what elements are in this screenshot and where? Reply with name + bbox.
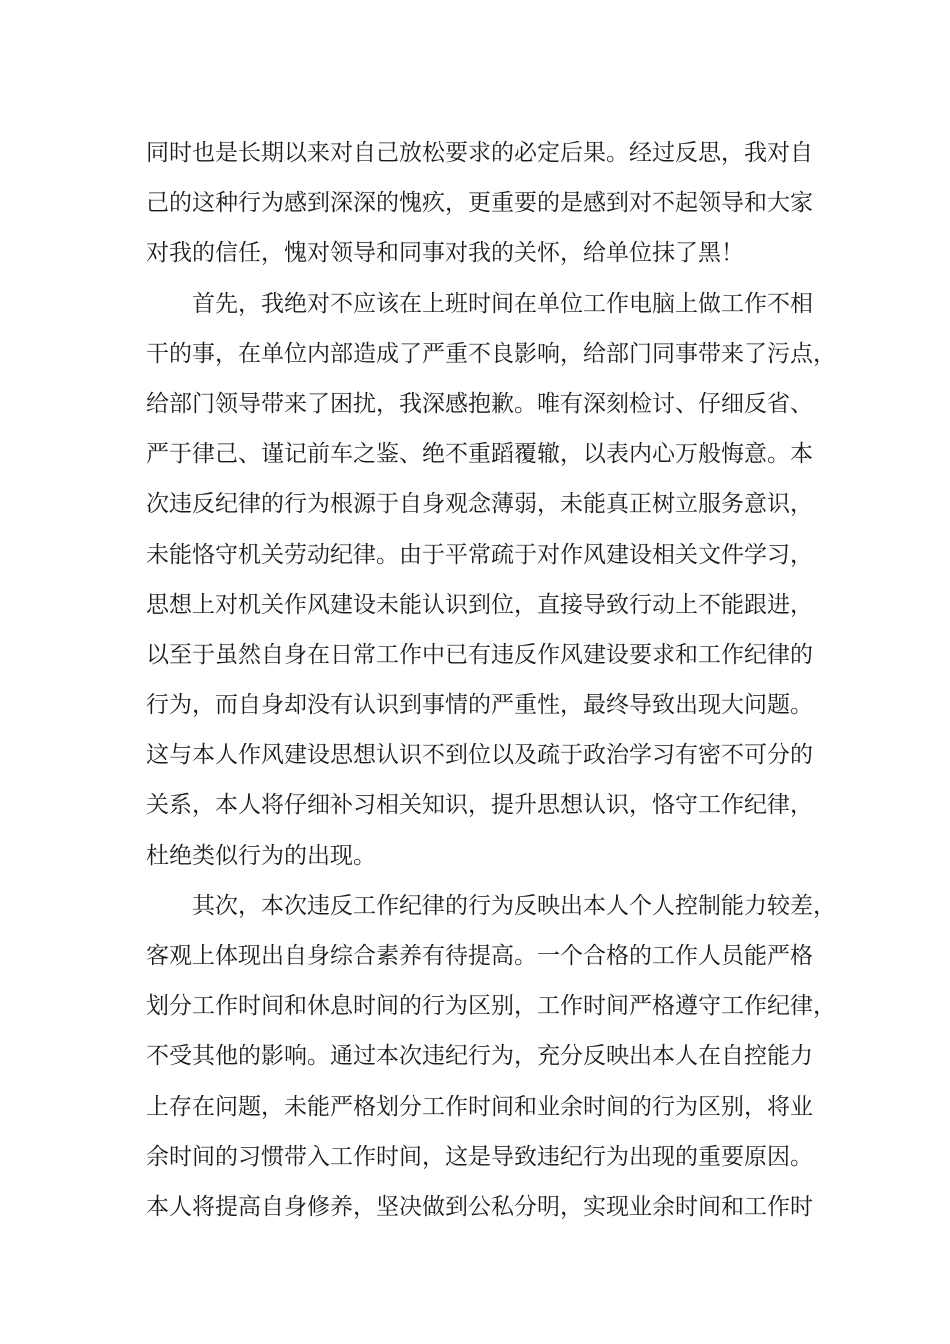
text-line: 上存在问题，未能严格划分工作时间和业余时间的行为区别，将业 — [146, 1093, 813, 1120]
text-line: 同时也是长期以来对自己放松要求的必定后果。经过反思，我对自 — [146, 140, 813, 166]
text-line: 次违反纪律的行为根源于自身观念薄弱，未能真正树立服务意识， — [146, 491, 813, 518]
text-line: 思想上对机关作风建设未能认识到位，直接导致行动上不能跟进， — [146, 591, 813, 618]
body-text — [146, 128, 836, 1232]
text-line: 余时间的习惯带入工作时间，这是导致违纪行为出现的重要原因。 — [146, 1143, 813, 1170]
text-line: 客观上体现出自身综合素养有待提高。一个合格的工作人员能严格 — [146, 943, 813, 969]
paragraph-first-line: 首先，我绝对不应该在上班时间在单位工作电脑上做工作不相 — [192, 290, 813, 317]
text-line: 未能恪守机关劳动纪律。由于平常疏于对作风建设相关文件学习， — [146, 541, 813, 568]
text-line: 以至于虽然自身在日常工作中已有违反作风建设要求和工作纪律的 — [146, 641, 813, 668]
text-line: 划分工作时间和休息时间的行为区别，工作时间严格遵守工作纪律， — [146, 993, 836, 1020]
paragraph-first-line: 其次，本次违反工作纪律的行为反映出本人个人控制能力较差， — [192, 892, 836, 919]
text-line: 己的这种行为感到深深的愧疚，更重要的是感到对不起领导和大家 — [146, 190, 813, 217]
text-line: 给部门领导带来了困扰，我深感抱歉。唯有深刻检讨、仔细反省、 — [146, 390, 813, 417]
text-line: 不受其他的影响。通过本次违纪行为，充分反映出本人在自控能力 — [146, 1043, 813, 1070]
text-line: 对我的信任，愧对领导和同事对我的关怀，给单位抹了黑！ — [146, 240, 744, 267]
text-line: 行为，而自身却没有认识到事情的严重性，最终导致出现大问题。 — [146, 692, 813, 719]
text-line: 严于律己、谨记前车之鉴、绝不重蹈覆辙，以表内心万般悔意。本 — [146, 441, 813, 468]
text-line: 这与本人作风建设思想认识不到位以及疏于政治学习有密不可分的 — [146, 742, 813, 769]
text-line: 杜绝类似行为的出现。 — [146, 842, 376, 869]
text-line: 干的事，在单位内部造成了严重不良影响，给部门同事带来了污点， — [146, 340, 836, 367]
text-line: 本人将提高自身修养，坚决做到公私分明，实现业余时间和工作时 — [146, 1193, 813, 1220]
text-line: 关系，本人将仔细补习相关知识，提升思想认识，恪守工作纪律， — [146, 792, 813, 819]
